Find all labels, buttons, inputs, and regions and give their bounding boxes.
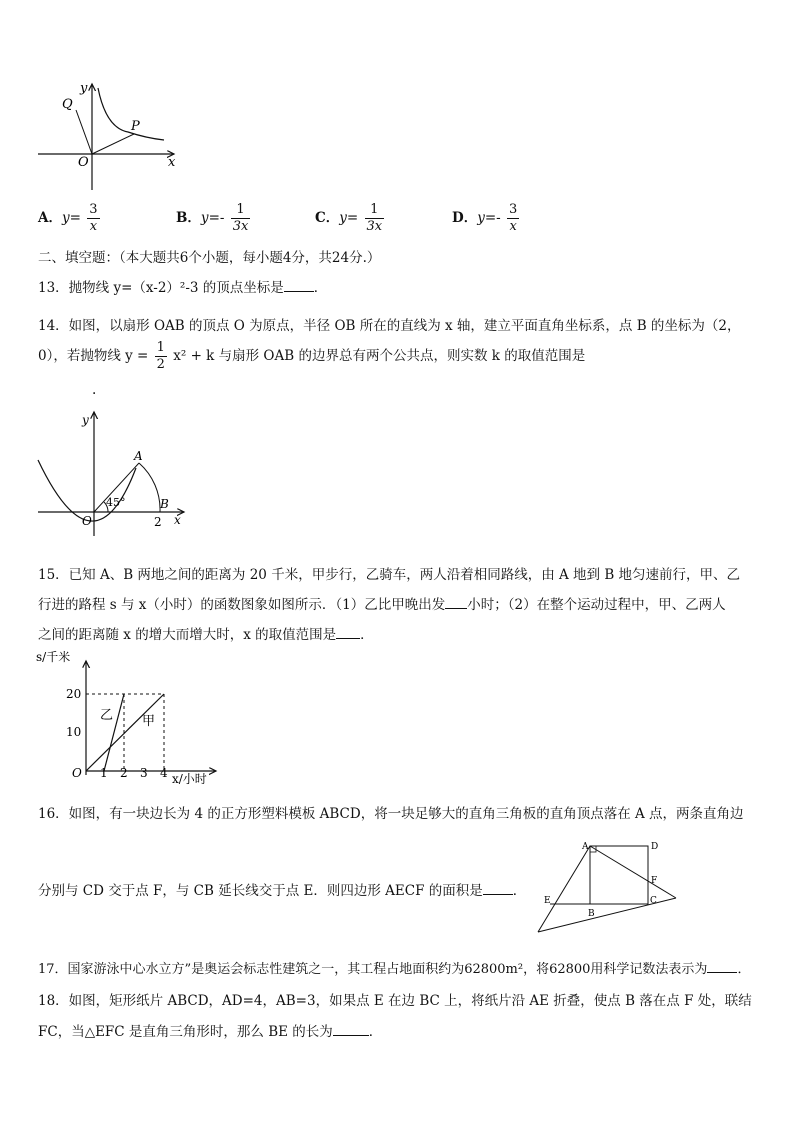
q15-line1: 15．已知 A、B 两地之间的距离为 20 千米，甲步行，乙骑车，两人沿着相同路线，由 A 地到 B 地匀速前行，甲、乙 — [38, 567, 741, 583]
section2-heading: 二、填空题：（本大题共6个小题，每小题4分，共24分.） — [38, 250, 381, 266]
q17-text: 17．国家游泳中心水立方”是奥运会标志性建筑之一，其工程占地面积约为62800m²，将62800用科学记数法表示为 — [38, 962, 708, 977]
q12-label-q: Q — [62, 97, 73, 112]
q12-label-y: y — [80, 81, 88, 96]
q14-label-b: B — [160, 497, 169, 511]
q16-ray-af — [590, 846, 676, 898]
q16-label-a: A — [582, 842, 589, 852]
q15-answer-blank-2[interactable] — [336, 626, 360, 639]
q12-option-d[interactable]: D．y=- $\frac{3}{x}$ — [452, 202, 518, 234]
q12-segment-op — [92, 134, 134, 154]
q13-text: 13．抛物线 y=（x-2）²-3 的顶点坐标是 — [38, 280, 284, 296]
q12-option-a[interactable]: A．y= $\frac{3}{x}$ — [38, 202, 98, 234]
q16-square-abcd — [590, 846, 648, 904]
q15-ytick-10: 10 — [66, 725, 82, 739]
q14-arc-ab — [139, 463, 160, 512]
q13-answer-blank[interactable] — [284, 279, 314, 292]
q16-label-b: B — [588, 909, 595, 919]
q14-label-x: x — [174, 513, 181, 527]
q16-ray-ae — [538, 846, 590, 932]
q15-xtick-4: 4 — [160, 766, 168, 780]
q12-label-p: P — [131, 119, 140, 134]
q12-label-o: O — [78, 155, 89, 170]
q18-answer-blank[interactable] — [333, 1023, 369, 1036]
q12-option-b[interactable]: B．y=- $\frac{1}{3x}$ — [176, 202, 249, 234]
q16-line2: 分别与 CD 交于点 F，与 CB 延长线交于点 E．则四边形 AECF 的面积是 ． — [38, 883, 527, 899]
q15-label-jia: 甲 — [142, 714, 156, 729]
q15-graph — [34, 647, 224, 787]
q15-ylabel: s/千米 — [36, 650, 71, 664]
q14-line1: 14．如图，以扇形 OAB 的顶点 O 为原点，半径 OB 所在的直线为 x 轴，建立平面直角坐标系，点 B 的坐标为（2， — [38, 318, 741, 334]
q14-graph — [36, 408, 196, 538]
q14-fraction: $\frac{1}{2}$ — [156, 340, 165, 372]
q12-graph — [36, 80, 186, 195]
q18-line2: FC，当△EFC 是直角三角形时，那么 BE 的长为 ． — [38, 1024, 383, 1040]
q16-label-f: F — [651, 876, 658, 886]
q14-label-angle: 45° — [106, 496, 126, 509]
q18-line1: 18．如图，矩形纸片 ABCD，AD=4，AB=3，如果点 E 在边 BC 上，将纸片沿 AE 折叠，使点 B 落在点 F 处，联结 — [38, 993, 752, 1009]
q14-label-y: y — [82, 413, 89, 427]
q15-xlabel: x/小时 — [172, 772, 207, 786]
q15-line-jia — [86, 694, 164, 771]
q15-line3: 之间的距离随 x 的增大而增大时，x 的取值范围是 ． — [38, 627, 374, 643]
q16-label-c: C — [650, 896, 657, 906]
q12-options — [38, 202, 758, 242]
q16-answer-blank[interactable] — [483, 882, 513, 895]
q14-label-o: O — [82, 514, 92, 528]
q12-segment-oq — [76, 110, 92, 154]
q13: 13．抛物线 y=（x-2）²-3 的顶点坐标是 ． — [38, 280, 328, 296]
q15-ytick-20: 20 — [66, 687, 82, 701]
q15-label-yi: 乙 — [100, 708, 114, 723]
q14-answer-dot[interactable]: . — [92, 382, 97, 398]
q14-label-a: A — [134, 449, 143, 463]
q17: 17．国家游泳中心水立方”是奥运会标志性建筑之一，其工程占地面积约为62800m²，将62800用科学记数法表示为 ． — [38, 962, 751, 977]
q14-label-two: 2 — [154, 515, 162, 529]
q15-line-yi — [104, 694, 124, 771]
q15-xtick-1: 1 — [100, 766, 108, 780]
q16-line1: 16．如图，有一块边长为 4 的正方形塑料模板 ABCD，将一块足够大的直角三角板的直角顶点落在 A 点，两条直角边 — [38, 806, 744, 822]
q15-label-o: O — [72, 766, 82, 780]
q12-label-x: x — [168, 155, 176, 170]
q15-line2: 行进的路程 s 与 x（小时）的函数图象如图所示．（1）乙比甲晚出发 小时；（2）在整个运动过程中，甲、乙两人 — [38, 597, 726, 613]
q16-label-e: E — [544, 896, 551, 906]
q15-xtick-3: 3 — [140, 766, 148, 780]
q16-label-d: D — [651, 842, 659, 852]
q14-line2: 0），若抛物线 y = $\frac{1}{2}$ x² + k 与扇形 OAB 的边界总有两个公共点，则实数 k 的取值范围是 — [38, 340, 586, 372]
q15-answer-blank-1[interactable] — [445, 596, 467, 609]
q12-option-c[interactable]: C．y= $\frac{1}{3x}$ — [315, 202, 383, 234]
q15-xtick-2: 2 — [120, 766, 128, 780]
q16-figure — [530, 836, 685, 936]
q17-answer-blank[interactable] — [707, 960, 737, 973]
